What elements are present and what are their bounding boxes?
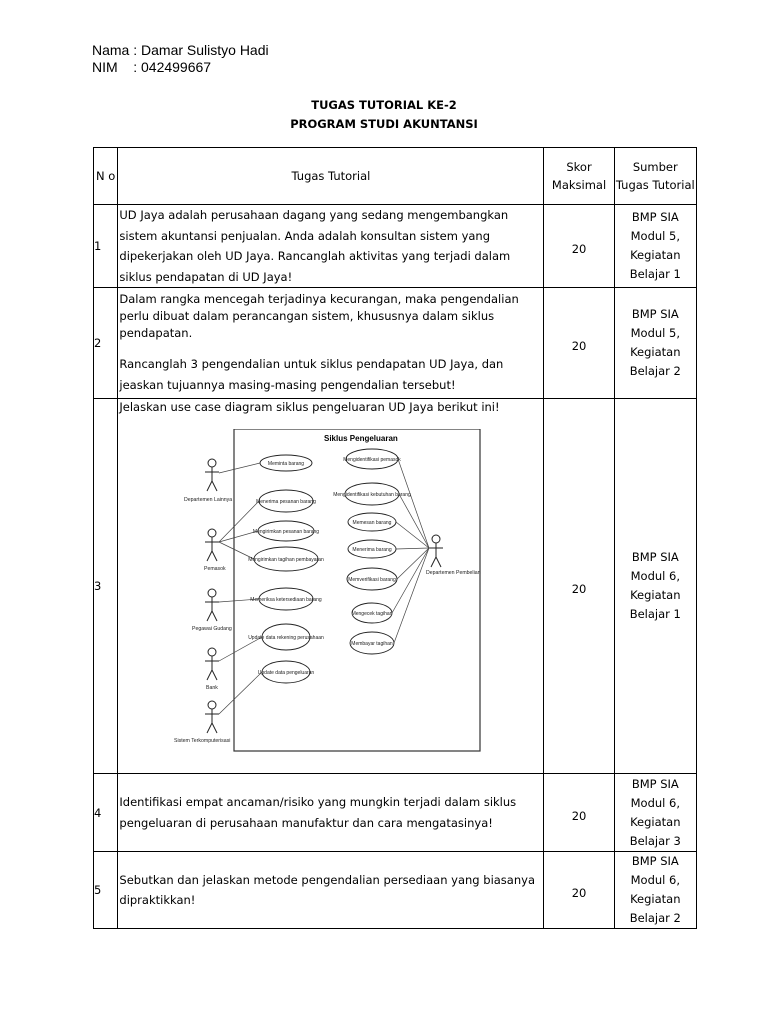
title-line-2: PROGRAM STUDI AKUNTANSI bbox=[290, 117, 478, 131]
table-row bbox=[94, 205, 697, 288]
row-task: Identifikasi empat ancaman/risiko yang mungkin terjadi dalam siklus pengeluaran di perusahaan manufaktur dan cara mengatasinya! bbox=[118, 774, 544, 852]
row-number: 3 bbox=[94, 399, 118, 774]
use-case-diagram bbox=[174, 429, 482, 754]
header-source: Sumber Tugas Tutorial bbox=[614, 148, 696, 205]
student-nim: NIM : 042499667 bbox=[92, 59, 212, 75]
usecase-label: Menerima pesanan barang bbox=[256, 499, 317, 505]
diagram-title: Siklus Pengeluaran bbox=[324, 434, 399, 443]
row-source: BMP SIA Modul 6, Kegiatan Belajar 3 bbox=[614, 774, 696, 852]
usecase-label: Mengidentifikasi kebutuhan barang bbox=[333, 492, 412, 498]
usecase-label: Mengirimkan tagihan pembayaran bbox=[248, 557, 325, 563]
table-row bbox=[94, 774, 697, 852]
actor-label: Bank bbox=[206, 685, 219, 691]
row-score: 20 bbox=[544, 399, 614, 774]
row-score: 20 bbox=[544, 852, 614, 929]
table-row bbox=[94, 852, 697, 929]
student-name: Nama : Damar Sulistyo Hadi bbox=[92, 42, 269, 58]
row-score: 20 bbox=[544, 205, 614, 288]
header-task: Tugas Tutorial bbox=[118, 148, 544, 205]
actor-label: Pemasok bbox=[204, 566, 227, 572]
row-number: 2 bbox=[94, 288, 118, 399]
usecase-label: Mengecek tagihan bbox=[351, 611, 393, 617]
row-number: 5 bbox=[94, 852, 118, 929]
table-row bbox=[94, 399, 697, 774]
usecase-label: Update data pengeluaran bbox=[258, 670, 315, 676]
actor-label: Sistem Terkomputerisasi bbox=[174, 738, 231, 744]
row-source: BMP SIA Modul 5, Kegiatan Belajar 2 bbox=[614, 288, 696, 399]
row-task bbox=[118, 399, 544, 774]
row-source: BMP SIA Modul 6, Kegiatan Belajar 1 bbox=[614, 399, 696, 774]
actor-label: Departemen Lainnya bbox=[184, 497, 233, 503]
row-score: 20 bbox=[544, 774, 614, 852]
usecase-label: Meminta barang bbox=[268, 461, 305, 467]
usecase-label: Membayar tagihan bbox=[351, 641, 394, 647]
usecase-label: Menerima barang bbox=[352, 547, 392, 553]
row-task: UD Jaya adalah perusahaan dagang yang sedang mengembangkan sistem akuntansi penjualan. Anda adalah konsultan sistem yang dipekerjakan oleh UD Jaya. Rancanglah aktivitas yang terjadi dalam siklus pendapatan di UD Jaya! bbox=[118, 205, 544, 288]
usecase-label: Memverifikasi barang bbox=[348, 577, 397, 583]
usecase-label: Memesan barang bbox=[352, 520, 392, 526]
actor-label: Departemen Pembelian bbox=[426, 570, 481, 576]
row-score: 20 bbox=[544, 288, 614, 399]
header-no: N o bbox=[94, 148, 118, 205]
row-number: 4 bbox=[94, 774, 118, 852]
diagram-instruction: Jelaskan use case diagram siklus pengeluaran UD Jaya berikut ini! bbox=[119, 400, 500, 414]
usecase-label: Memeriksa ketersediaan barang bbox=[250, 597, 323, 603]
usecase-label: Update data rekening perusahaan bbox=[248, 635, 325, 641]
header-score: Skor Maksimal bbox=[544, 148, 614, 205]
table-header-row bbox=[94, 148, 697, 205]
row-task: Sebutkan dan jelaskan metode pengendalian persediaan yang biasanya dipraktikkan! bbox=[118, 852, 544, 929]
student-info bbox=[92, 42, 269, 76]
row-source: BMP SIA Modul 6, Kegiatan Belajar 2 bbox=[614, 852, 696, 929]
row-task bbox=[118, 288, 544, 399]
table-row bbox=[94, 288, 697, 399]
row-source: BMP SIA Modul 5, Kegiatan Belajar 1 bbox=[614, 205, 696, 288]
usecase-label: Mengirimkan pesanan barang bbox=[253, 529, 320, 535]
title-line-1: TUGAS TUTORIAL KE-2 bbox=[311, 98, 457, 112]
document-title bbox=[0, 96, 768, 134]
row-number: 1 bbox=[94, 205, 118, 288]
actor-label: Pegawai Gudang bbox=[192, 626, 233, 632]
tutorial-table bbox=[93, 147, 697, 929]
task-paragraph-2: Rancanglah 3 pengendalian untuk siklus pendapatan UD Jaya, dan jeaskan tujuannya masing-masing pengendalian tersebut! bbox=[119, 357, 504, 392]
task-paragraph-1: Dalam rangka mencegah terjadinya kecurangan, maka pengendalian perlu dibuat dalam perancangan sistem, khususnya dalam siklus pendapatan. bbox=[119, 292, 519, 340]
usecase-label: Mengidentifikasi pemasok bbox=[343, 457, 402, 463]
